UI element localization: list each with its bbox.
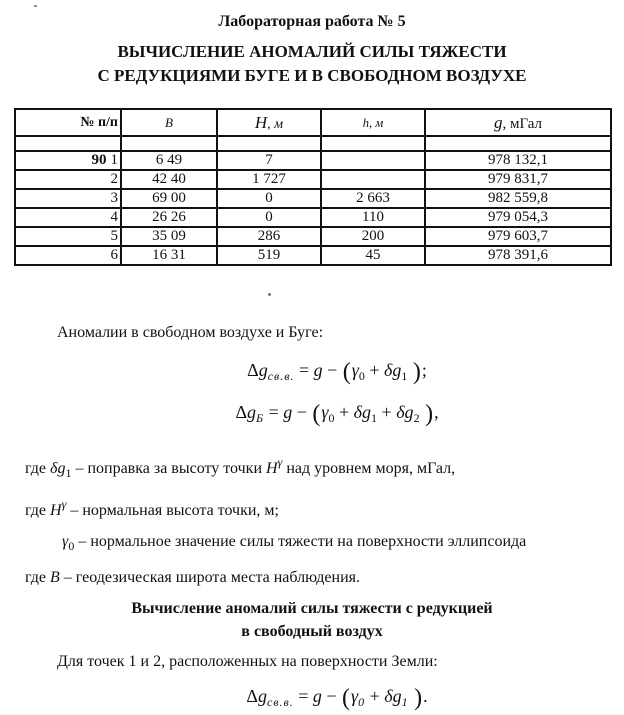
section-heading bbox=[0, 597, 624, 643]
main-title-line-1: ВЫЧИСЛЕНИЕ АНОМАЛИЙ СИЛЫ ТЯЖЕСТИ bbox=[117, 42, 507, 61]
cell-depth: 110 bbox=[321, 208, 425, 227]
cell-gravity: 978 132,1 bbox=[425, 151, 611, 170]
col-header-depth: h, м bbox=[321, 109, 425, 136]
cell-gravity: 979 054,3 bbox=[425, 208, 611, 227]
table-header-row bbox=[15, 109, 611, 136]
main-title bbox=[0, 40, 624, 88]
cell-gravity: 979 603,7 bbox=[425, 227, 611, 246]
gravity-data-table bbox=[14, 108, 612, 266]
scan-artifact bbox=[268, 293, 271, 296]
cell-num: 3 bbox=[15, 189, 121, 208]
cell-latitude: 6 49 bbox=[121, 151, 217, 170]
cell-latitude: 16 31 bbox=[121, 246, 217, 265]
definition-line-B: где B – геодезическая широта места наблюдения. bbox=[25, 569, 360, 586]
cell-normal-height: 519 bbox=[217, 246, 321, 265]
cell-depth: 45 bbox=[321, 246, 425, 265]
cell-gravity: 979 831,7 bbox=[425, 170, 611, 189]
cell-depth: 2 663 bbox=[321, 189, 425, 208]
lab-title: Лабораторная работа № 5 bbox=[218, 13, 406, 30]
section-heading-line-1: Вычисление аномалий силы тяжести с редукцией bbox=[131, 600, 493, 617]
cell-latitude: 35 09 bbox=[121, 227, 217, 246]
table-row bbox=[15, 227, 611, 246]
cell-normal-height: 0 bbox=[217, 208, 321, 227]
col-header-normal-height: H, м bbox=[217, 109, 321, 136]
formula-bouguer: $\Delta g_Б = g - (\gamma_0 + \delta g_1 + \delta g_2$ ), bbox=[235, 401, 439, 427]
scan-artifact bbox=[34, 5, 37, 7]
formula-free-air: $\Delta g_{св.в.} = g - (\gamma_0 + \delta g_1$ ); bbox=[247, 359, 427, 385]
main-title-line-2: С РЕДУКЦИЯМИ БУГЕ И В СВОБОДНОМ ВОЗДУХЕ bbox=[97, 66, 527, 85]
cell-normal-height: 1 727 bbox=[217, 170, 321, 189]
table-row bbox=[15, 208, 611, 227]
cell-num: 4 bbox=[15, 208, 121, 227]
cell-num: 2 bbox=[15, 170, 121, 189]
cell-depth bbox=[321, 151, 425, 170]
cell-gravity: 982 559,8 bbox=[425, 189, 611, 208]
definition-line-dg1: где $\delta g_1$ – поправка за высоту точки $H^\gamma$ над уровнем моря, мГал, bbox=[25, 455, 456, 480]
intro-paragraph: Аномалии в свободном воздухе и Буге: bbox=[57, 324, 324, 341]
cell-latitude: 26 26 bbox=[121, 208, 217, 227]
cell-depth: 200 bbox=[321, 227, 425, 246]
cell-num: 5 bbox=[15, 227, 121, 246]
points-paragraph: Для точек 1 и 2, расположенных на поверхности Земли: bbox=[57, 653, 438, 670]
cell-latitude: 69 00 bbox=[121, 189, 217, 208]
cell-latitude: 42 40 bbox=[121, 170, 217, 189]
col-header-num: № п/п bbox=[15, 109, 121, 136]
formula-free-air-points: $\Delta g_{св.в.} = g - (\gamma_0 + \delta g_1$ ). bbox=[246, 685, 428, 711]
cell-normal-height: 7 bbox=[217, 151, 321, 170]
table-row bbox=[15, 246, 611, 265]
table-row bbox=[15, 170, 611, 189]
definitions-block bbox=[25, 447, 624, 593]
table-row bbox=[15, 189, 611, 208]
table-row bbox=[15, 151, 611, 170]
cell-normal-height: 286 bbox=[217, 227, 321, 246]
definition-line-H: где $H^\gamma$ – нормальная высота точки, м; bbox=[25, 497, 279, 519]
cell-normal-height: 0 bbox=[217, 189, 321, 208]
cell-num: 90 1 bbox=[15, 151, 121, 170]
definition-line-gamma0: $\gamma_0$ – нормальное значение силы тяжести на поверхности эллипсоида bbox=[62, 533, 527, 553]
col-header-gravity: g, мГал bbox=[425, 109, 611, 136]
table-spacer-row bbox=[15, 136, 611, 151]
cell-depth bbox=[321, 170, 425, 189]
cell-num: 6 bbox=[15, 246, 121, 265]
section-heading-line-2: в свободный воздух bbox=[241, 623, 383, 640]
col-header-latitude: B bbox=[121, 109, 217, 136]
cell-gravity: 978 391,6 bbox=[425, 246, 611, 265]
